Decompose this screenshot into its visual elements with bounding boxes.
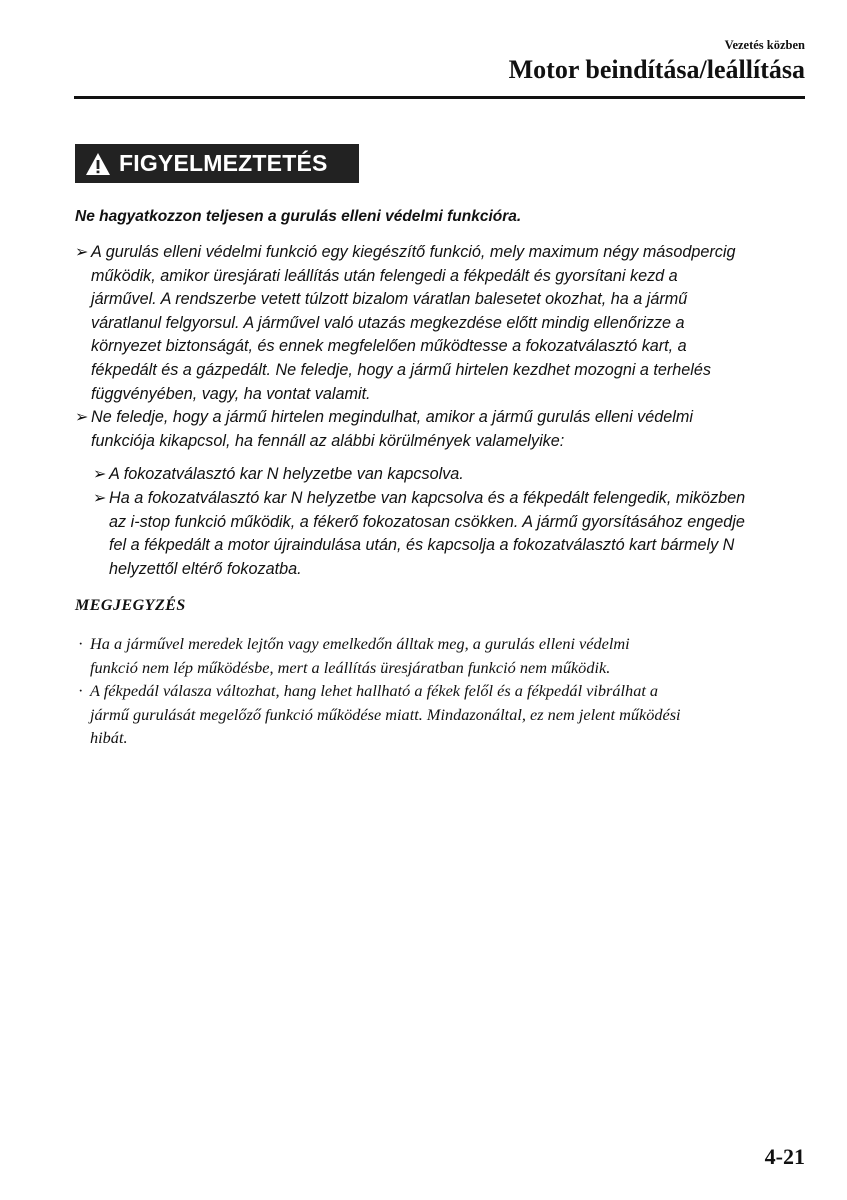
bullet-line: funkciója kikapcsol, ha fennáll az alábbi körülmények valamelyike: xyxy=(91,431,565,450)
dot-bullet-icon: · xyxy=(78,634,84,653)
bullet-line: az i-stop funkció működik, a fékerő fokozatosan csökken. A jármű gyorsításához engedje xyxy=(109,512,745,531)
warning-sub-bullet-2 xyxy=(93,487,810,581)
warning-label: FIGYELMEZTETÉS xyxy=(119,150,328,176)
bullet-line: váratlanul felgyorsul. A járművel való utazás megkezdése előtt mindig ellenőrizze a xyxy=(91,313,685,332)
note-line: hibát. xyxy=(90,728,128,748)
warning-sub-bullet-1 xyxy=(93,463,810,487)
arrow-bullet-icon: ➢ xyxy=(75,408,89,427)
note-line: jármű gurulását megelőző funkció működése miatt. Mindazonáltal, ez nem jelent működési xyxy=(90,704,681,724)
warning-bullet-2 xyxy=(75,406,810,453)
note-item-2 xyxy=(75,679,810,750)
page-number: 4-21 xyxy=(764,1144,805,1169)
bullet-line: A fokozatválasztó kar N helyzetbe van kapcsolva. xyxy=(109,465,464,484)
bullet-line: környezet biztonságát, és ennek megfelelően működtesse a fokozatválasztó kart, a xyxy=(91,337,687,356)
bullet-line: járművel. A rendszerbe vetett túlzott bizalom váratlan balesetet okozhat, ha a jármű xyxy=(91,290,688,309)
note-line: funkció nem lép működésbe, mert a leállítás üresjáratban funkció nem működik. xyxy=(90,657,611,677)
bullet-line: függvényében, vagy, ha vontat valamit. xyxy=(91,384,371,403)
arrow-bullet-icon: ➢ xyxy=(75,243,89,261)
page-title: Motor beindítása/leállítása xyxy=(508,55,805,84)
warning-sub-bullets xyxy=(75,463,810,581)
note-heading: MEGJEGYZÉS xyxy=(75,597,186,614)
note-list xyxy=(75,632,810,750)
note-line: Ha a járművel meredek lejtőn vagy emelkedőn álltak meg, a gurulás elleni védelmi xyxy=(90,634,630,653)
warning-bullets xyxy=(75,241,810,581)
bullet-line: fékpedált és a gázpedált. Ne feledje, hogy a jármű hirtelen kezdhet mozogni a terhelés xyxy=(91,360,712,379)
arrow-bullet-icon: ➢ xyxy=(93,465,107,484)
warning-heading: Ne hagyatkozzon teljesen a gurulás elleni védelmi funkcióra. xyxy=(75,208,522,225)
warning-bullet-1 xyxy=(75,241,810,406)
arrow-bullet-icon: ➢ xyxy=(93,488,107,507)
title-rule xyxy=(74,96,805,99)
bullet-line: Ne feledje, hogy a jármű hirtelen megindulhat, amikor a jármű gurulás elleni védelmi xyxy=(91,408,693,427)
note-line: A fékpedál válasza változhat, hang lehet hallható a fékek felől és a fékpedál vibrálhat a xyxy=(90,681,659,701)
bullet-line: Ha a fokozatválasztó kar N helyzetbe van kapcsolva és a fékpedált felengedik, miközben xyxy=(109,488,746,507)
dot-bullet-icon: · xyxy=(78,681,84,701)
warning-triangle-icon xyxy=(85,152,111,176)
note-item-1 xyxy=(75,632,810,679)
bullet-line: fel a fékpedált a motor újraindulása után, és kapcsolja a fokozatválasztó kart bármely N xyxy=(109,536,735,555)
bullet-line: működik, amikor üresjárati leállítás után felengedi a fékpedált és gyorsítani kezd a xyxy=(91,266,678,285)
section-label: Vezetés közben xyxy=(724,38,805,52)
bullet-line: helyzettől eltérő fokozatba. xyxy=(109,559,302,578)
warning-banner xyxy=(75,144,359,183)
bullet-line: A gurulás elleni védelmi funkció egy kiegészítő funkció, mely maximum négy másodpercig xyxy=(91,243,736,261)
